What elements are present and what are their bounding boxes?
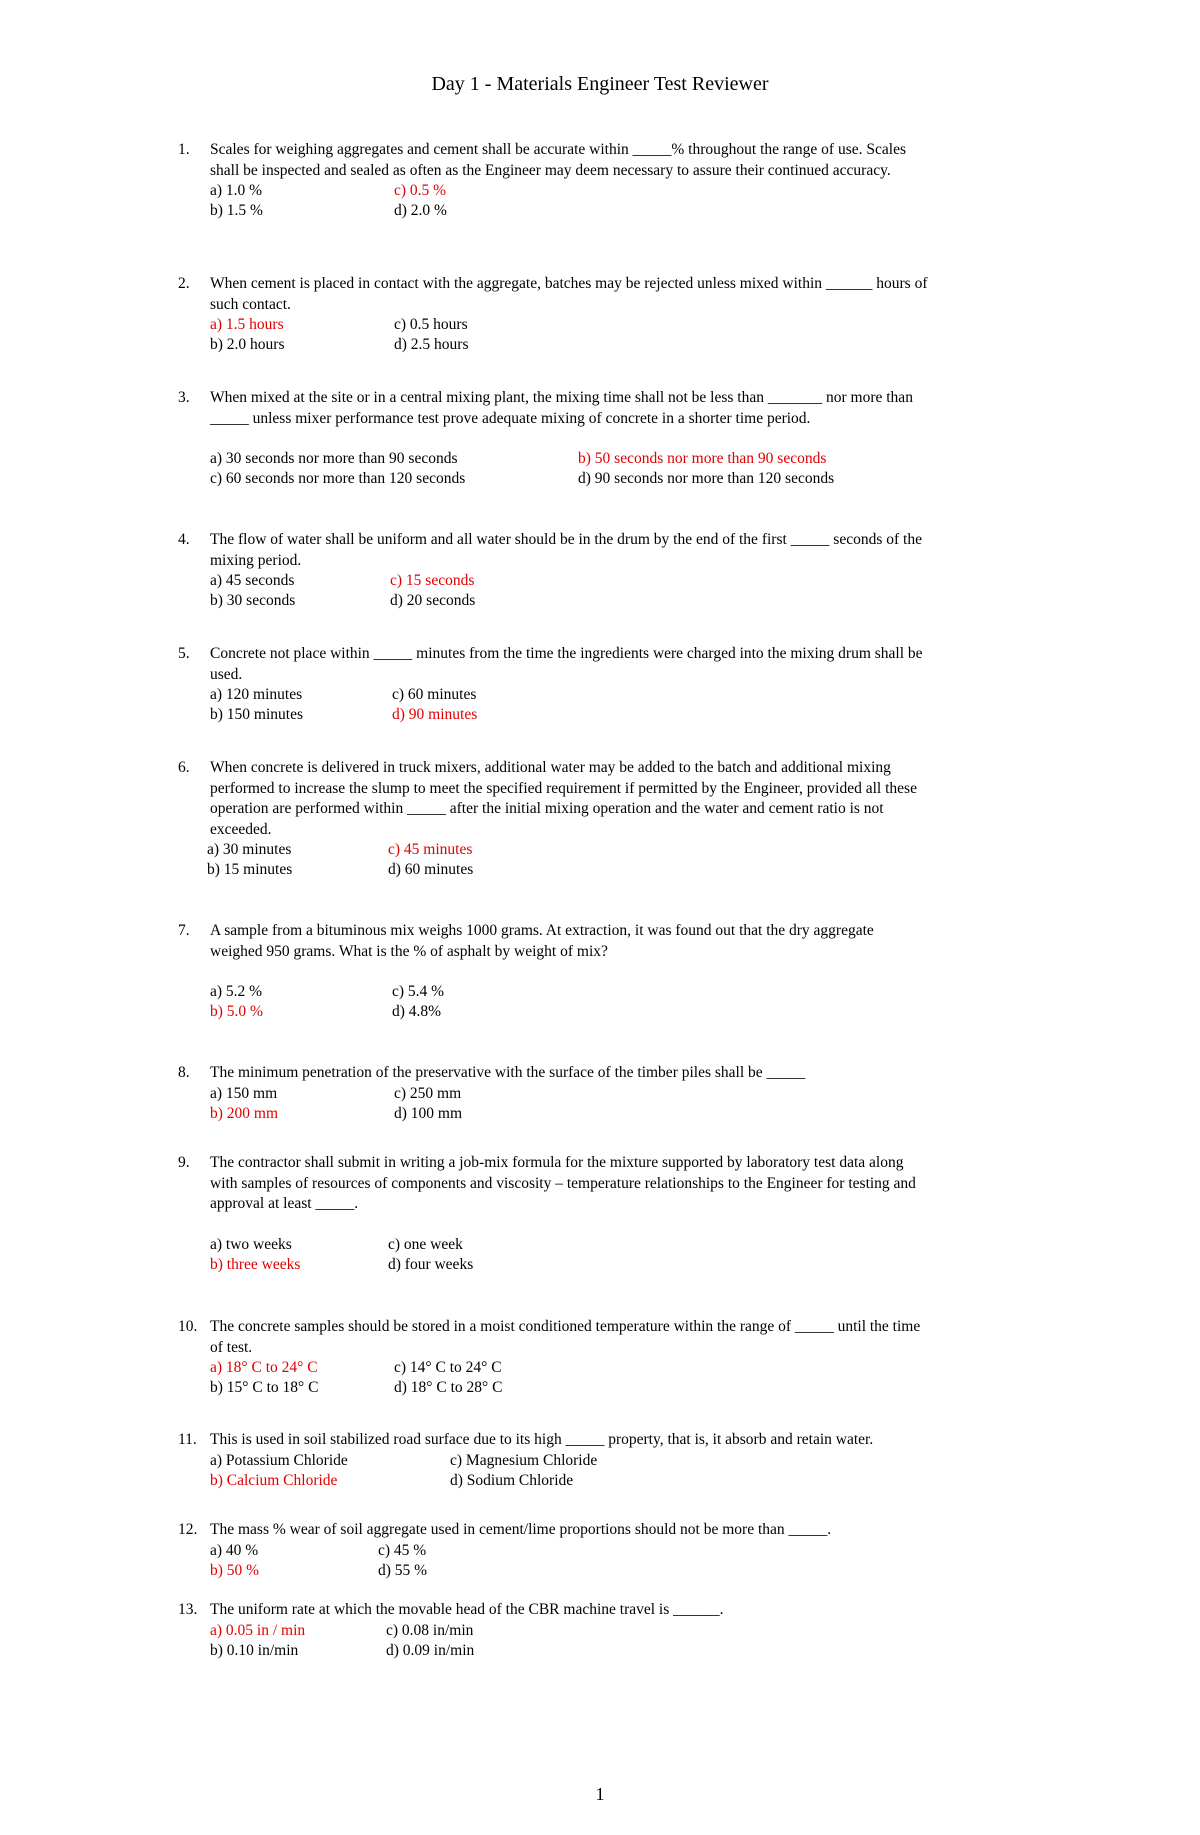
option-b-answer: b) 50 seconds nor more than 90 seconds — [578, 450, 827, 467]
question-number: 11. — [178, 1431, 197, 1448]
option-c-answer: c) 45 minutes — [388, 841, 473, 858]
question-number: 4. — [178, 531, 190, 548]
option-c: c) 45 % — [378, 1541, 427, 1559]
question-6 — [178, 758, 930, 880]
question-text: The concrete samples should be stored in a moist conditioned temperature within the range of _____ until the time of test. — [210, 1318, 921, 1356]
option-d: d) 60 minutes — [388, 861, 474, 878]
page-title: Day 1 - Materials Engineer Test Reviewer — [431, 73, 769, 95]
question-7 — [178, 921, 930, 1022]
option-a: a) two weeks — [210, 1235, 292, 1253]
option-d: d) Sodium Chloride — [450, 1471, 574, 1489]
question-4 — [178, 530, 930, 611]
question-text: The minimum penetration of the preservative with the surface of the timber piles shall be _____ — [210, 1064, 806, 1081]
question-number: 8. — [178, 1064, 190, 1081]
question-text: The contractor shall submit in writing a job-mix formula for the mixture supported by laboratory test data along with samples of resources of components and viscosity – temperature relationships to the Engineer for testing and approval at least _____. — [210, 1154, 916, 1212]
question-number: 3. — [178, 389, 190, 406]
options — [210, 685, 930, 725]
option-c: c) 0.5 hours — [394, 316, 468, 333]
question-10 — [178, 1317, 930, 1398]
option-b: b) 30 seconds — [210, 592, 296, 609]
option-a: a) Potassium Chloride — [210, 1451, 348, 1469]
options — [210, 1235, 930, 1275]
option-a: a) 1.0 % — [210, 182, 263, 199]
page-number: 1 — [595, 1784, 605, 1804]
question-number: 9. — [178, 1154, 190, 1171]
option-b: b) 0.10 in/min — [210, 1641, 299, 1659]
option-a-answer: a) 18° C to 24° C — [210, 1359, 318, 1376]
option-d: d) 4.8% — [392, 1003, 442, 1020]
option-c: c) one week — [388, 1235, 463, 1253]
options — [210, 449, 930, 489]
option-d: d) 0.09 in/min — [386, 1641, 475, 1659]
option-a-answer: a) 1.5 hours — [210, 316, 284, 333]
question-number: 10. — [178, 1318, 198, 1335]
option-b: b) 1.5 % — [210, 202, 263, 219]
option-a: a) 30 seconds nor more than 90 seconds — [210, 450, 458, 467]
question-number: 12. — [178, 1521, 198, 1538]
option-d: d) 55 % — [378, 1561, 428, 1579]
question-text: When cement is placed in contact with the aggregate, batches may be rejected unless mixed within ______ hours of such contact. — [210, 275, 928, 313]
option-c: c) 60 seconds nor more than 120 seconds — [210, 470, 466, 487]
question-number: 2. — [178, 275, 190, 292]
option-b-answer: b) Calcium Chloride — [210, 1471, 338, 1489]
option-c: c) 0.08 in/min — [386, 1621, 474, 1639]
options — [210, 1358, 930, 1398]
question-number: 6. — [178, 759, 190, 776]
question-text: Scales for weighing aggregates and cement shall be accurate within _____% throughout the range of use. Scales shall be inspected and sealed as often as the Engineer may deem necessary to assure their continued accuracy. — [210, 141, 906, 179]
question-number: 13. — [178, 1601, 198, 1618]
question-number: 5. — [178, 645, 190, 662]
option-d: d) 2.0 % — [394, 202, 447, 219]
options — [207, 840, 930, 880]
options — [210, 181, 930, 221]
question-11 — [178, 1430, 930, 1491]
question-text: Concrete not place within _____ minutes from the time the ingredients were charged into the mixing drum shall be used. — [210, 645, 923, 683]
question-text: The flow of water shall be uniform and all water should be in the drum by the end of the first _____ seconds of the mixing period. — [210, 531, 922, 569]
option-b-answer: b) 50 % — [210, 1561, 260, 1579]
options — [210, 571, 930, 611]
question-text: A sample from a bituminous mix weighs 1000 grams. At extraction, it was found out that the dry aggregate weighed 950 grams. What is the % of asphalt by weight of mix? — [210, 922, 874, 960]
option-b: b) 150 minutes — [210, 706, 303, 723]
question-text: The mass % wear of soil aggregate used in cement/lime proportions should not be more than _____. — [210, 1521, 832, 1538]
option-a: a) 30 minutes — [207, 841, 292, 858]
question-1 — [178, 140, 930, 221]
option-d: d) 18° C to 28° C — [394, 1379, 503, 1396]
question-13 — [178, 1600, 930, 1661]
option-c: c) 250 mm — [394, 1084, 462, 1102]
options — [210, 1621, 930, 1661]
option-d-answer: d) 90 minutes — [392, 706, 478, 723]
option-a-answer: a) 0.05 in / min — [210, 1621, 306, 1639]
option-b: b) 2.0 hours — [210, 336, 285, 353]
question-text: The uniform rate at which the movable head of the CBR machine travel is ______. — [210, 1601, 724, 1618]
question-5 — [178, 644, 930, 725]
option-c-answer: c) 0.5 % — [394, 182, 447, 199]
option-b-answer: b) three weeks — [210, 1255, 301, 1273]
options — [210, 1084, 930, 1124]
option-c: c) Magnesium Chloride — [450, 1451, 598, 1469]
option-a: a) 120 minutes — [210, 686, 303, 703]
option-c: c) 14° C to 24° C — [394, 1359, 502, 1376]
question-number: 7. — [178, 922, 190, 939]
option-d: d) four weeks — [388, 1255, 474, 1273]
question-text: When mixed at the site or in a central mixing plant, the mixing time shall not be less than _______ nor more than _____ unless mixer performance test prove adequate mixing of concrete in a shorter time period. — [210, 389, 913, 427]
option-a: a) 150 mm — [210, 1084, 278, 1102]
question-text: When concrete is delivered in truck mixers, additional water may be added to the batch and additional mixing performed to increase the slump to meet the specified requirement if permitted by the Engineer, provided all these operation are performed within _____ after the initial mixing operation and the water and cement ratio is not exceeded. — [210, 759, 917, 838]
question-text: This is used in soil stabilized road surface due to its high _____ property, that is, it absorb and retain water. — [210, 1431, 874, 1448]
option-a: a) 5.2 % — [210, 983, 263, 1000]
question-number: 1. — [178, 141, 190, 158]
question-3 — [178, 388, 930, 489]
option-b: b) 15° C to 18° C — [210, 1379, 319, 1396]
question-12 — [178, 1520, 930, 1581]
option-d: d) 90 seconds nor more than 120 seconds — [578, 470, 835, 487]
options — [210, 982, 930, 1022]
option-c-answer: c) 15 seconds — [390, 572, 475, 589]
option-d: d) 100 mm — [394, 1104, 463, 1122]
question-8 — [178, 1063, 930, 1124]
option-b-answer: b) 200 mm — [210, 1104, 279, 1122]
option-c: c) 5.4 % — [392, 983, 445, 1000]
option-d: d) 20 seconds — [390, 592, 476, 609]
option-b: b) 15 minutes — [207, 861, 293, 878]
options — [210, 1541, 930, 1581]
option-a: a) 45 seconds — [210, 572, 295, 589]
question-9 — [178, 1153, 930, 1275]
option-a: a) 40 % — [210, 1541, 259, 1559]
option-d: d) 2.5 hours — [394, 336, 469, 353]
options — [210, 315, 930, 355]
options — [210, 1451, 930, 1491]
option-b-answer: b) 5.0 % — [210, 1003, 263, 1020]
question-2 — [178, 274, 930, 355]
option-c: c) 60 minutes — [392, 686, 477, 703]
